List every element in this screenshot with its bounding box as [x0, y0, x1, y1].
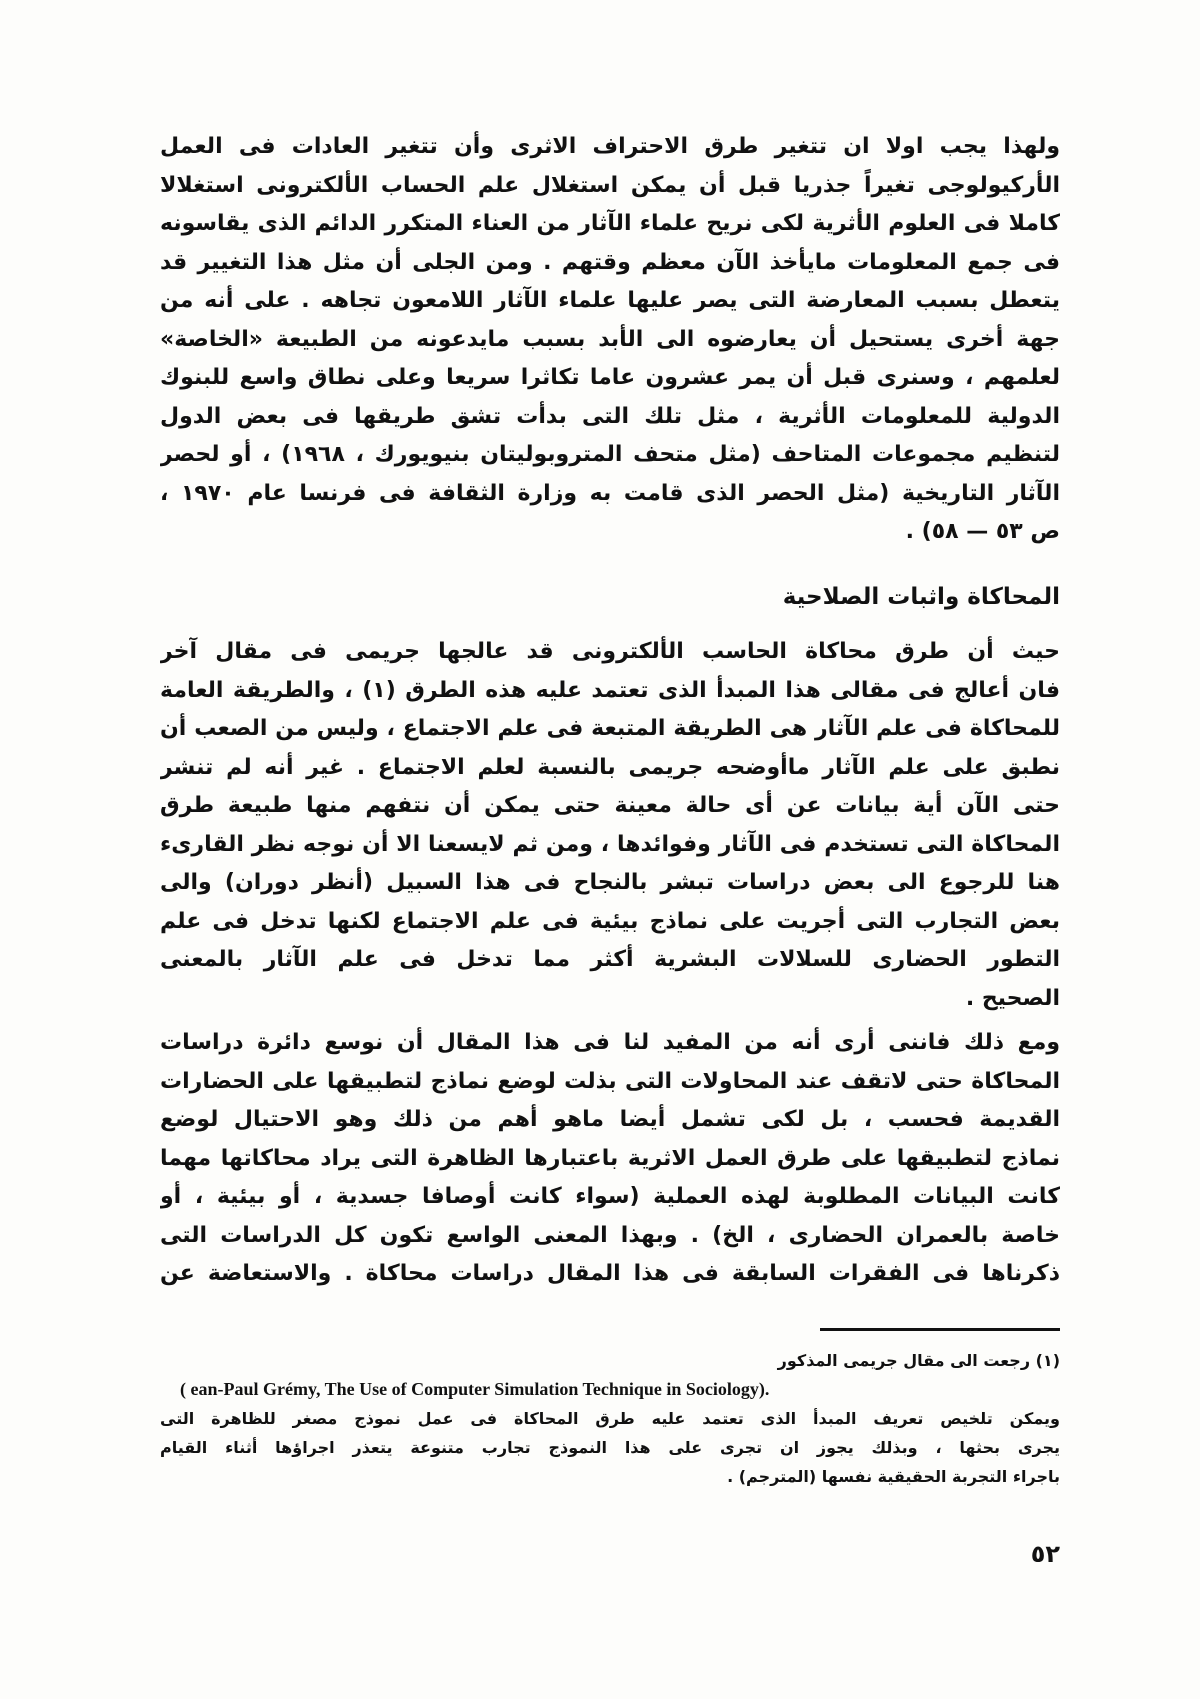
text-line: ومع ذلك فاننى أرى أنه من المفيد لنا فى هذا المقال أن نوسع دائرة دراسات	[160, 1030, 1060, 1055]
text-line: ص ٥٣ — ٥٨) .	[905, 519, 1060, 544]
footnote-note-line: ويمكن تلخيص تعريف المبدأ الذى تعتمد عليه طرق المحاكاة فى عمل نموذج مصغر للظاهرة التى	[160, 1409, 1060, 1428]
text-line: هنا للرجوع الى بعض دراسات تبشر بالنجاح فى هذا السبيل (أنظر دوران) والى	[160, 870, 1060, 895]
text-line: ذكرناها فى الفقرات السابقة فى هذا المقال دراسات محاكاة . والاستعاضة عن	[160, 1261, 1060, 1286]
text-line: القديمة فحسب ، بل لكى تشمل أيضا ماهو أهم من ذلك وهو الاحتيال لوضع	[160, 1107, 1060, 1132]
text-line: جهة أخرى يستحيل أن يعارضوه الى الأبد بسبب مايدعونه من الطبيعة «الخاصة»	[160, 326, 1060, 352]
footnotes	[160, 1346, 1060, 1491]
footnote-divider	[820, 1328, 1060, 1331]
text-line: المحاكاة التى تستخدم فى الآثار وفوائدها ، ومن ثم لايسعنا الا أن نوجه نظر القارىء	[160, 831, 1060, 857]
paragraph-simulation-methods	[160, 633, 1060, 1018]
text-line: الصحيح .	[965, 985, 1060, 1011]
text-line: فان أعالج فى مقالى هذا المبدأ الذى تعتمد عليه هذه الطرق (١) ، والطريقة العامة	[160, 677, 1060, 703]
paragraph-archaeology-data-banks	[160, 128, 1060, 552]
text-line: حتى الآن أية بيانات عن أى حالة معينة حتى يمكن أن نتفهم منها طبيعة طرق	[160, 793, 1060, 818]
text-line: بعض التجارب التى أجريت على نماذج بيئية فى علم الاجتماع لكنها تدخل فى علم	[160, 908, 1060, 934]
section-heading: المحاكاة واثبات الصلاحية	[782, 584, 1060, 610]
footnote-reference: (١) رجعت الى مقال جريمى المذكور	[777, 1351, 1060, 1370]
text-line: نماذج لتطبيقها على طرق العمل الاثرية باعتبارها الظاهرة التى يراد محاكاتها مهما	[160, 1145, 1060, 1171]
text-line: نطبق على علم الآثار ماأوضحه جريمى بالنسبة لعلم الاجتماع . غير أنه لم تنشر	[160, 754, 1060, 780]
footnote-citation-latin: ( ean-Paul Grémy, The Use of Computer Simulation Technique in Sociology).	[180, 1379, 770, 1399]
footnote-note-line: يجرى بحثها ، وبذلك يجوز ان تجرى على هذا النموذج تجارب متنوعة يتعذر اجراؤها أثناء القيام	[160, 1438, 1060, 1457]
text-line: التطور الحضارى للسلالات البشرية أكثر مما تدخل فى علم الآثار بالمعنى	[160, 947, 1060, 972]
text-line: خاصة بالعمران الحضارى ، الخ) . وبهذا المعنى الواسع تكون كل الدراسات التى	[160, 1222, 1060, 1248]
text-line: للمحاكاة فى علم الآثار هى الطريقة المتبعة فى علم الاجتماع ، وليس من الصعب أن	[160, 716, 1060, 741]
text-line: الدولية للمعلومات الأثرية ، مثل تلك التى بدأت تشق طريقها فى بعض الدول	[160, 403, 1060, 429]
text-line: كانت البيانات المطلوبة لهذه العملية (سواء كانت أوصافا جسدية ، أو بيئية ، أو	[160, 1184, 1060, 1209]
text-line: ولهذا يجب اولا ان تتغير طرق الاحتراف الاثرى وأن تتغير العادات فى العمل	[160, 134, 1060, 159]
footnote-note-line: باجراء التجربة الحقيقية نفسها (المترجم) .	[727, 1467, 1060, 1486]
page-number: ٥٢	[1030, 1540, 1060, 1568]
text-line: فى جمع المعلومات مايأخذ الآن معظم وقتهم . ومن الجلى أن مثل هذا التغيير قد	[160, 249, 1060, 275]
text-line: حيث أن طرق محاكاة الحاسب الألكترونى قد عالجها جريمى فى مقال آخر	[160, 639, 1060, 664]
paragraph-simulation-scope	[160, 1024, 1060, 1294]
text-line: يتعطل بسبب المعارضة التى يصر عليها علماء الآثار اللامعون تجاهه . على أنه من	[160, 288, 1060, 313]
text-line: المحاكاة حتى لاتقف عند المحاولات التى بذلت لوضع نماذج لتطبيقها على الحضارات	[160, 1068, 1060, 1094]
text-line: الآثار التاريخية (مثل الحصر الذى قامت به وزارة الثقافة فى فرنسا عام ١٩٧٠ ،	[160, 480, 1060, 506]
text-line: الأركيولوجى تغيراً جذريا قبل أن يمكن استغلال علم الحساب الألكترونى استغلالا	[160, 172, 1060, 198]
text-line: كاملا فى العلوم الأثرية لكى نريح علماء الآثار من العناء المتكرر الدائم الذى يقاسونه	[160, 211, 1060, 236]
text-line: لعلمهم ، وسنرى قبل أن يمر عشرون عاما تكاثرا سريعا وعلى نطاق واسع للبنوك	[160, 365, 1060, 390]
text-line: لتنظيم مجموعات المتاحف (مثل متحف المتروبوليتان بنيويورك ، ١٩٦٨) ، أو لحصر	[160, 442, 1060, 467]
